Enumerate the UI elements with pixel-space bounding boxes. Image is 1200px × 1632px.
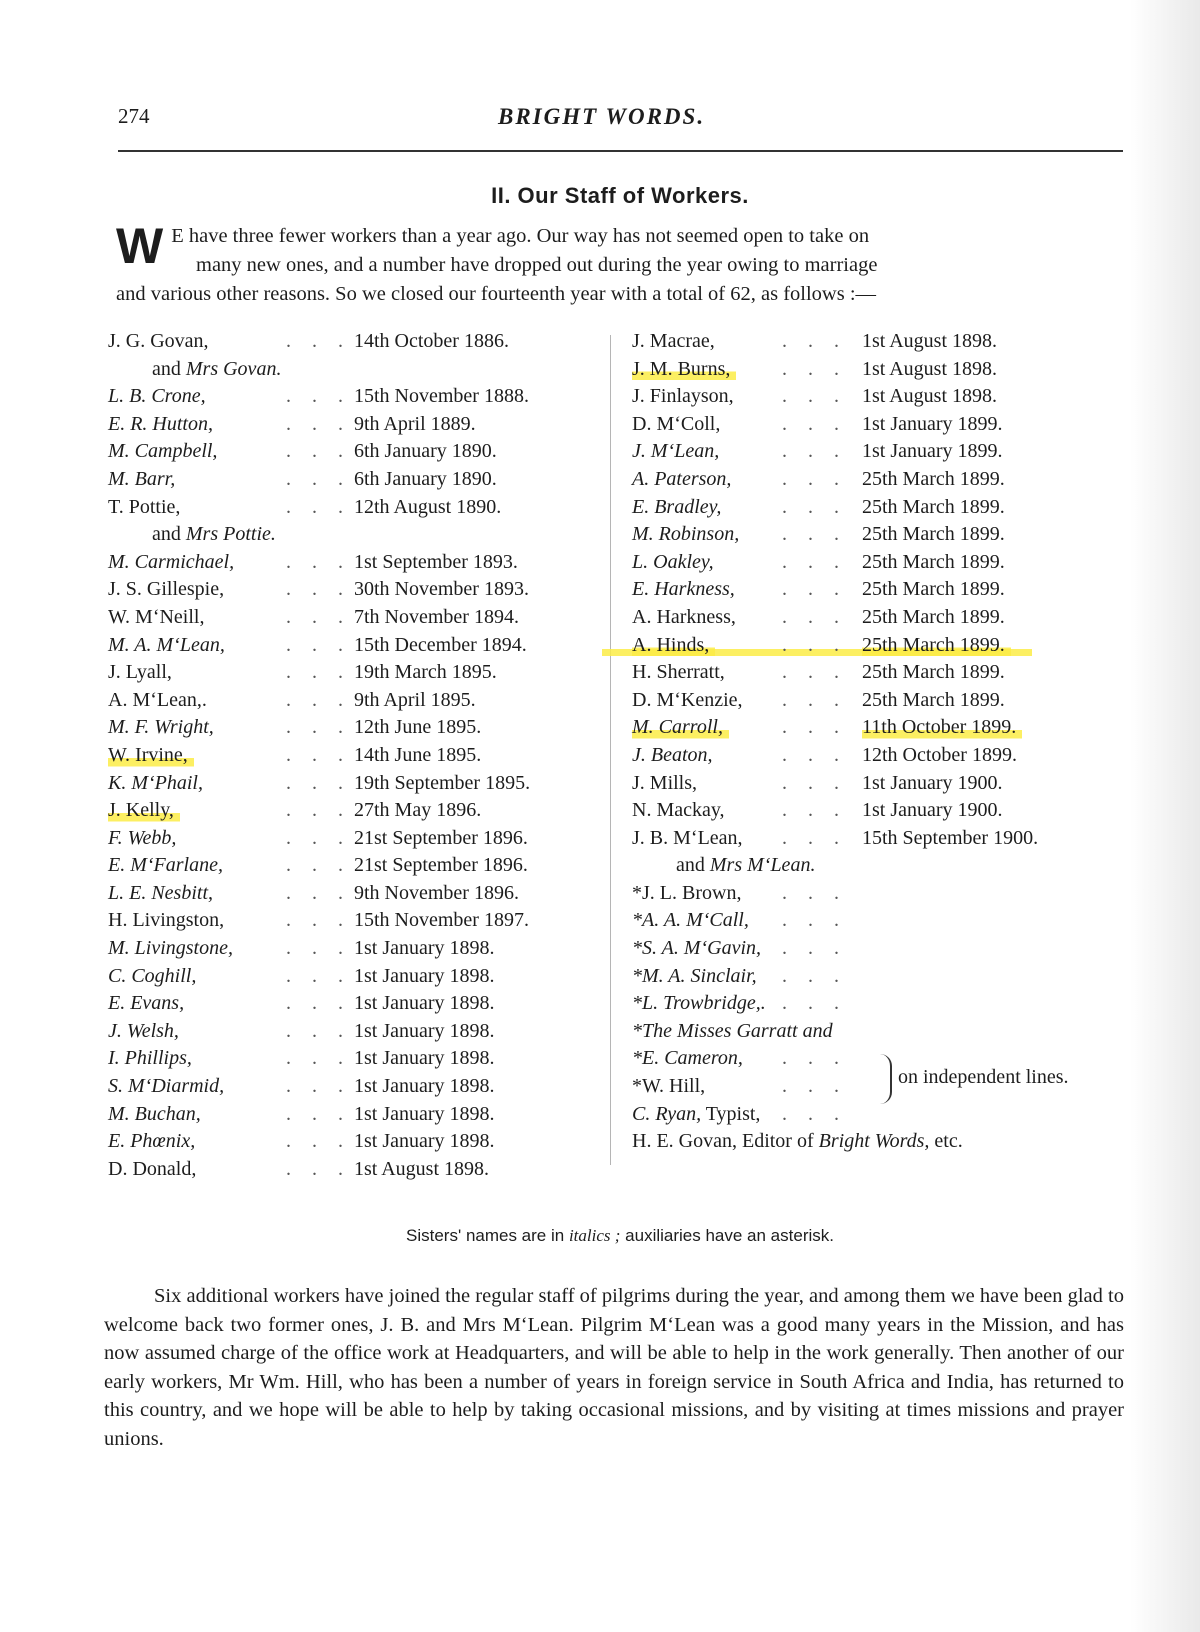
intro-line-3: and various other reasons. So we closed our fourteenth year with a total of 62, as follows :— [116,283,877,305]
leader-dots: . . . [286,495,351,518]
intro-line-2: many new ones, and a number have dropped out during the year owing to marriage [196,254,878,276]
leader-dots: . . . [782,992,847,1015]
roster-row [632,549,1132,577]
join-date: 12th June 1895. [354,716,482,739]
column-divider [610,335,611,1165]
join-date: 25th March 1899. [862,495,1005,518]
join-date: 1st January 1898. [354,1019,495,1042]
roster-row [108,411,588,439]
worker-name: A. Hinds, [632,632,715,660]
leader-dots: . . . [782,605,847,628]
worker-name: E. Harkness, [632,578,735,601]
roster-row [108,1128,588,1156]
roster-row [108,659,588,687]
roster-row [632,880,1132,908]
join-date: 14th October 1886. [354,330,509,352]
join-date: 1st January 1900. [862,799,1003,822]
join-date: 21st September 1896. [354,854,528,877]
worker-name: *E. Cameron, [632,1047,743,1070]
roster-row [108,521,588,549]
roster-row [632,438,1132,466]
join-date: 9th April 1895. [354,688,476,711]
leader-dots: . . . [286,826,351,849]
leader-dots: . . . [286,1075,351,1098]
roster-row [108,466,588,494]
worker-name: M. Campbell, [108,440,218,463]
roster-row [632,687,1132,715]
worker-name: J. Lyall, [108,661,172,684]
worker-name: J. B. M‘Lean, [632,826,743,849]
worker-name: E. Phœnix, [108,1130,196,1153]
leader-dots: . . . [782,826,847,849]
roster-row [632,852,1132,880]
join-date: 1st August 1898. [354,1157,490,1180]
worker-name: *M. A. Sinclair, [632,964,757,987]
page-number: 274 [118,104,150,128]
leader-dots: . . . [782,881,847,904]
join-date: 1st January 1898. [354,1102,495,1125]
leader-dots: . . . [782,964,847,987]
roster-row [108,990,588,1018]
leader-dots: . . . [286,743,351,766]
worker-name: L. Oakley, [632,550,714,573]
page-header [118,100,1118,144]
worker-name: *L. Trowbridge,. [632,992,766,1015]
join-date: 27th May 1896. [354,799,482,822]
worker-name: H. E. Govan, Editor of Bright Words, etc. [632,1130,963,1153]
leader-dots: . . . [782,633,847,656]
footnote-part-2: auxiliaries have an asterisk. [625,1226,834,1245]
roster-row [108,632,588,660]
roster-row [632,411,1132,439]
join-date: 1st September 1893. [354,550,518,573]
footnote-part-1: Sisters' names are in [406,1226,565,1245]
join-date: 1st January 1898. [354,992,495,1015]
leader-dots: . . . [782,771,847,794]
worker-name: *The Misses Garratt and [632,1019,833,1042]
roster-row [108,935,588,963]
leader-dots: . . . [286,1157,351,1180]
roster-row [632,1101,1132,1129]
roster-row [108,604,588,632]
leader-dots: . . . [286,1130,351,1153]
leader-dots: . . . [286,661,351,684]
leader-dots: . . . [286,605,351,628]
roster-row [108,907,588,935]
leader-dots: . . . [286,550,351,573]
join-date: 25th March 1899. [862,467,1005,490]
leader-dots: . . . [782,412,847,435]
join-date: 25th March 1899. [862,550,1005,573]
roster-row [632,328,1132,356]
worker-name: C. Coghill, [108,964,197,987]
intro-paragraph [116,218,1126,309]
join-date: 6th January 1890. [354,440,497,463]
worker-name: E. Evans, [108,992,185,1015]
roster-row [108,1045,588,1073]
worker-name: J. Kelly, [108,797,180,825]
roster-row [632,576,1132,604]
worker-name: M. Carmichael, [108,550,235,573]
leader-dots: . . . [286,578,351,601]
join-date: 1st January 1898. [354,964,495,987]
roster-row [632,990,1132,1018]
join-date: 15th December 1894. [354,633,527,656]
worker-name: I. Phillips, [108,1047,192,1070]
join-date: 19th March 1895. [354,661,497,684]
worker-name: M. Robinson, [632,523,740,546]
leader-dots: . . . [286,385,351,408]
join-date: 15th September 1900. [862,826,1039,849]
worker-name: J. M. Burns, [632,356,736,384]
worker-name: N. Mackay, [632,799,725,822]
join-date: 1st January 1900. [862,771,1003,794]
join-date: 30th November 1893. [354,578,529,601]
roster-row [108,770,588,798]
roster-row [632,659,1132,687]
worker-name: D. Donald, [108,1157,197,1180]
worker-name: J. Finlayson, [632,385,734,408]
worker-name: S. M‘Diarmid, [108,1075,225,1098]
leader-dots: . . . [782,467,847,490]
leader-dots: . . . [286,1019,351,1042]
right-roster-column [632,328,1132,1156]
leader-dots: . . . [286,909,351,932]
roster-row [108,1156,588,1184]
leader-dots: . . . [286,799,351,822]
worker-name: H. Livingston, [108,909,225,932]
worker-name: D. M‘Coll, [632,412,721,435]
leader-dots: . . . [782,937,847,960]
roster-row [632,714,1132,742]
join-date: 15th November 1888. [354,385,529,408]
join-date: 1st January 1899. [862,440,1003,463]
roster-row [632,521,1132,549]
leader-dots: . . . [286,633,351,656]
roster-row [108,825,588,853]
leader-dots: . . . [286,937,351,960]
join-date: 1st January 1898. [354,1130,495,1153]
worker-name: M. Livingstone, [108,937,233,960]
worker-name: M. A. M‘Lean, [108,633,225,656]
leader-dots: . . . [782,799,847,822]
leader-dots: . . . [782,1102,847,1125]
worker-name: C. Ryan, Typist, [632,1102,761,1125]
join-date: 7th November 1894. [354,605,519,628]
roster-row [108,963,588,991]
worker-name: *S. A. M‘Gavin, [632,937,762,960]
worker-name: L. E. Nesbitt, [108,881,214,904]
roster-row [108,494,588,522]
leader-dots: . . . [782,1047,847,1070]
leader-dots: . . . [286,1102,351,1125]
roster-row [108,1018,588,1046]
roster-row [632,383,1132,411]
worker-name: E. R. Hutton, [108,412,213,435]
worker-name: J. Mills, [632,771,698,794]
join-date: 1st January 1898. [354,1075,495,1098]
join-date: 1st January 1898. [354,937,495,960]
roster-row [108,549,588,577]
worker-name: D. M‘Kenzie, [632,688,743,711]
roster-row [632,466,1132,494]
worker-name: and Mrs Govan. [152,357,282,380]
roster-row [108,1101,588,1129]
roster-row [108,328,588,356]
roster-row [632,770,1132,798]
join-date: 6th January 1890. [354,467,497,490]
footnote [120,1226,1120,1246]
join-date: 1st August 1898. [862,385,998,408]
worker-name: F. Webb, [108,826,177,849]
leader-dots: . . . [782,909,847,932]
leader-dots: . . . [782,523,847,546]
worker-name: E. M‘Farlane, [108,854,223,877]
footnote-italic-word: italics ; [568,1226,621,1245]
leader-dots: . . . [782,661,847,684]
leader-dots: . . . [286,412,351,435]
worker-name: W. Irvine, [108,742,194,770]
join-date: 19th September 1895. [354,771,531,794]
roster-row [108,714,588,742]
leader-dots: . . . [782,330,847,352]
worker-name: E. Bradley, [632,495,722,518]
worker-name: M. Carroll, [632,714,729,742]
intro-line-1: E have three fewer workers than a year ago. Our way has not seemed open to take on [171,225,870,247]
worker-name: K. M‘Phail, [108,771,203,794]
worker-name: *W. Hill, [632,1075,706,1098]
join-date: 25th March 1899. [862,523,1005,546]
roster-row [632,604,1132,632]
join-date: 21st September 1896. [354,826,528,849]
roster-row [632,963,1132,991]
worker-name: A. Harkness, [632,605,736,628]
page-edge-shadow [1130,0,1200,1632]
join-date: 12th October 1899. [862,743,1017,766]
closing-paragraph: Six additional workers have joined the regular staff of pilgrims during the year, and among them we have been glad to welcome back two former ones, J. B. and Mrs M‘Lean. Pilgrim M‘Lean was a good many years in the Mission, and has now assumed charge of the office work at Headquarters, and will be able to help in the work generally. Then another of our early workers, Mr Wm. Hill, who has been a number of years in foreign service in South Africa and India, has returned to this country, and we hope will be able to help by taking occasional missions, and by visiting at times missions and prayer unions. [104,1285,1124,1450]
worker-name: A. Paterson, [632,467,732,490]
worker-name: *A. A. M‘Call, [632,909,749,932]
join-date: 9th November 1896. [354,881,519,904]
worker-name: J. S. Gillespie, [108,578,225,601]
leader-dots: . . . [286,330,351,352]
join-date: 25th March 1899. [862,661,1005,684]
worker-name: and Mrs Pottie. [152,523,276,546]
roster-row [108,576,588,604]
leader-dots: . . . [286,992,351,1015]
join-date: 25th March 1899. [862,605,1005,628]
leader-dots: . . . [286,1047,351,1070]
roster-row [632,1018,1132,1046]
roster-row [108,383,588,411]
leader-dots: . . . [782,578,847,601]
join-date: 9th April 1889. [354,412,476,435]
leader-dots: . . . [286,716,351,739]
worker-name: J. Welsh, [108,1019,179,1042]
worker-name: M. F. Wright, [108,716,214,739]
left-roster-column [108,328,588,1183]
join-date: 1st August 1898. [862,357,998,380]
brace-mark [880,1054,892,1104]
join-date: 25th March 1899. [862,688,1005,711]
roster-row [108,687,588,715]
worker-name: M. Barr, [108,467,176,490]
worker-name: W. M‘Neill, [108,605,205,628]
section-title: II. Our Staff of Workers. [491,183,749,208]
join-date: 25th March 1899. [862,632,1011,660]
roster-row [632,907,1132,935]
brace-note: on independent lines. [898,1066,1069,1088]
roster-row [108,797,588,825]
worker-name: H. Sherratt, [632,661,725,684]
worker-name: L. B. Crone, [108,385,206,408]
leader-dots: . . . [782,743,847,766]
roster-row [632,742,1132,770]
leader-dots: . . . [782,550,847,573]
drop-cap: W [116,218,164,274]
leader-dots: . . . [782,688,847,711]
header-rule [118,150,1123,152]
leader-dots: . . . [782,440,847,463]
roster-row [632,494,1132,522]
roster-row [108,742,588,770]
roster-row [108,1073,588,1101]
leader-dots: . . . [286,467,351,490]
leader-dots: . . . [286,688,351,711]
roster-row [108,438,588,466]
leader-dots: . . . [286,881,351,904]
roster-row [632,935,1132,963]
roster-row [632,825,1132,853]
leader-dots: . . . [286,854,351,877]
join-date: 11th October 1899. [862,714,1022,742]
leader-dots: . . . [782,357,847,380]
worker-name: J. Beaton, [632,743,713,766]
worker-name: J. Macrae, [632,330,715,352]
leader-dots: . . . [286,440,351,463]
join-date: 15th November 1897. [354,909,529,932]
worker-name: M. Buchan, [108,1102,201,1125]
join-date: 1st August 1898. [862,330,998,352]
roster-row [108,852,588,880]
leader-dots: . . . [286,964,351,987]
running-title: BRIGHT WORDS. [498,104,706,129]
roster-row [632,632,1132,660]
roster-row [632,1128,1132,1156]
join-date: 1st January 1898. [354,1047,495,1070]
roster-row [632,797,1132,825]
roster-row [108,356,588,384]
join-date: 14th June 1895. [354,743,482,766]
worker-name: T. Pottie, [108,495,181,518]
leader-dots: . . . [782,716,847,739]
leader-dots: . . . [286,771,351,794]
worker-name: and Mrs M‘Lean. [676,854,816,877]
worker-name: J. M‘Lean, [632,440,720,463]
join-date: 12th August 1890. [354,495,502,518]
leader-dots: . . . [782,495,847,518]
join-date: 25th March 1899. [862,578,1005,601]
roster-row [108,880,588,908]
leader-dots: . . . [782,385,847,408]
roster-row [632,356,1132,384]
worker-name: *J. L. Brown, [632,881,742,904]
join-date: 1st January 1899. [862,412,1003,435]
leader-dots: . . . [782,1075,847,1098]
worker-name: J. G. Govan, [108,330,209,352]
worker-name: A. M‘Lean,. [108,688,207,711]
